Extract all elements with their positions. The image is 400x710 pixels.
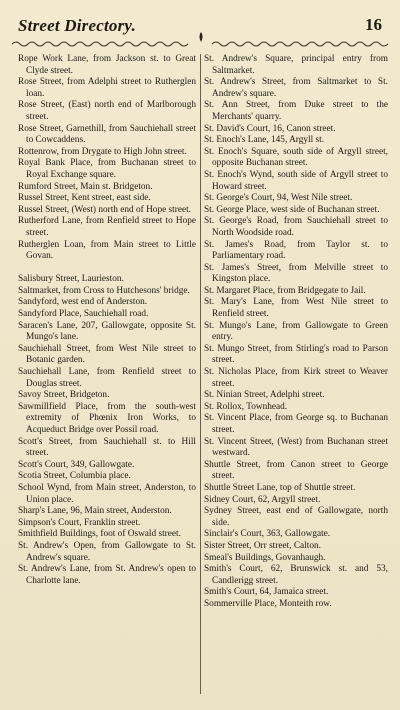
directory-entry: Sinclair's Court, 363, Gallowgate. — [204, 529, 331, 540]
left-column — [18, 54, 196, 587]
directory-entry: St. Margaret Place, from Bridgegate to Jail. — [204, 285, 366, 296]
directory-entry: St. George's Road, from Sauchiehall street to North Woodside road. — [204, 216, 388, 238]
directory-entry: St. Mungo Street, from Stirling's road to Parson street. — [204, 343, 388, 366]
directory-entry: St. Andrew's Open, from Gallowgate to St. Andrew's square. — [18, 540, 196, 563]
directory-entry: Sidney Court, 62, Argyll street. — [204, 494, 321, 505]
page-number: 16 — [365, 15, 382, 34]
directory-entry: Rutherford Lane, from Renfield street to Hope street. — [18, 216, 196, 238]
running-title: Street Directory. — [18, 16, 136, 35]
directory-entry: Smithfield Buildings, foot of Oswald street. — [18, 529, 181, 540]
directory-entry: Scott's Court, 349, Gallowgate. — [18, 459, 135, 470]
directory-entry: Rumford Street, Main st. Bridgeton. — [18, 181, 153, 192]
directory-entry: Smeal's Buildings, Govanhaugh. — [204, 552, 326, 563]
directory-entry: Rutherglen Loan, from Main street to Little Govan. — [18, 239, 196, 262]
directory-columns — [18, 54, 388, 704]
directory-entry: Sauchiehall Street, from West Nile street to Botanic garden. — [18, 343, 196, 366]
directory-entry: St. Enoch's Wynd, south side of Argyll street to Howard street. — [204, 169, 388, 192]
directory-entry: St. Enoch's Square, south side of Argyll street, opposite Buchanan street. — [204, 146, 388, 169]
page-header — [0, 0, 400, 50]
column-divider — [200, 54, 201, 694]
directory-entry: Sommerville Place, Monteith row. — [204, 598, 332, 609]
directory-entry: Russel Street, (West) north end of Hope street. — [18, 204, 192, 215]
directory-entry: Savoy Street, Bridgeton. — [18, 390, 110, 401]
directory-entry: Sharp's Lane, 96, Main street, Anderston. — [18, 506, 172, 517]
directory-entry: Sawmillfield Place, from the south-west extremity of Phœnix Iron Works, to Acqueduct Bridge over Possil road. — [18, 401, 196, 435]
directory-entry: Sandyford Place, Sauchiehall road. — [18, 309, 149, 320]
directory-entry: St. Rollox, Townhead. — [204, 401, 288, 412]
directory-entry: St. Nicholas Place, from Kirk street to Weaver street. — [204, 367, 388, 389]
right-column — [204, 54, 388, 611]
directory-entry: Shuttle Street, from Canon street to George street. — [204, 459, 388, 482]
directory-entry: St. James's Road, from Taylor st. to Parliamentary road. — [204, 239, 388, 262]
directory-entry: Rose Street, from Adelphi street to Rutherglen loan. — [18, 77, 196, 99]
directory-entry: Saracen's Lane, 207, Gallowgate, opposite St. Mungo's lane. — [18, 320, 196, 343]
directory-entry: St. James's Street, from Melville street to Kingston place. — [204, 262, 388, 285]
directory-entry: Rope Work Lane, from Jackson st. to Great Clyde street. — [18, 54, 196, 76]
directory-entry: St. David's Court, 16, Canon street. — [204, 123, 336, 134]
directory-entry: St. Andrew's Lane, from St. Andrew's open to Charlotte lane. — [18, 564, 196, 586]
directory-entry: Russel Street, Kent street, east side. — [18, 193, 151, 204]
directory-entry: St. Andrew's Square, principal entry from Saltmarket. — [204, 54, 388, 76]
directory-entry: St. George Place, west side of Buchanan street. — [204, 204, 380, 215]
directory-entry: Smith's Court, 62, Brunswick st. and 53, Candlerigg street. — [204, 564, 388, 586]
directory-entry: St. Mary's Lane, from West Nile street to Renfield street. — [204, 297, 388, 320]
directory-entry: Royal Bank Place, from Buchanan street to Royal Exchange square. — [18, 158, 196, 180]
decorative-rule — [12, 38, 388, 50]
directory-entry: St. Mungo's Lane, from Gallowgate to Green entry. — [204, 320, 388, 343]
directory-entry: Sauchiehall Lane, from Renfield street to Douglas street. — [18, 367, 196, 389]
directory-entry: Scott's Street, from Sauchiehall st. to Hill street. — [18, 436, 196, 459]
directory-entry: Rose Street, (East) north end of Marlborough street. — [18, 100, 196, 122]
directory-entry: St. Vincent Place, from George sq. to Buchanan street. — [204, 413, 388, 435]
directory-entry: Sister Street, Orr street, Calton. — [204, 540, 321, 551]
section-gap — [18, 263, 196, 275]
directory-entry: St. Enoch's Lane, 145, Argyll st. — [204, 135, 325, 146]
directory-entry: Rose Street, Garnethill, from Sauchiehall street to Cowcaddens. — [18, 123, 196, 146]
directory-entry: Simpson's Court, Franklin street. — [18, 517, 141, 528]
fleuron-icon — [196, 32, 206, 42]
directory-entry: Sandyford, west end of Anderston. — [18, 297, 148, 308]
directory-entry: Saltmarket, from Cross to Hutchesons' bridge. — [18, 285, 190, 296]
directory-entry: Sydney Street, east end of Gallowgate, north side. — [204, 506, 388, 528]
directory-entry: St. George's Court, 94, West Nile street. — [204, 193, 353, 204]
directory-entry: Smith's Court, 64, Jamaica street. — [204, 587, 329, 598]
directory-entry: St. Vincent Street, (West) from Buchanan street westward. — [204, 436, 388, 459]
directory-entry: School Wynd, from Main street, Anderston, to Union place. — [18, 482, 196, 505]
directory-entry: Salisbury Street, Laurieston. — [18, 274, 124, 285]
directory-entry: St. Andrew's Street, from Saltmarket to St. Andrew's square. — [204, 77, 388, 99]
directory-entry: Rottenrow, from Drygate to High John street. — [18, 146, 187, 157]
directory-entry: St. Ann Street, from Duke street to the Merchants' quarry. — [204, 100, 388, 122]
directory-entry: Scotia Street, Columbia place. — [18, 471, 131, 482]
directory-entry: Shuttle Street Lane, top of Shuttle street. — [204, 482, 356, 493]
directory-entry: St. Ninian Street, Adelphi street. — [204, 390, 325, 401]
